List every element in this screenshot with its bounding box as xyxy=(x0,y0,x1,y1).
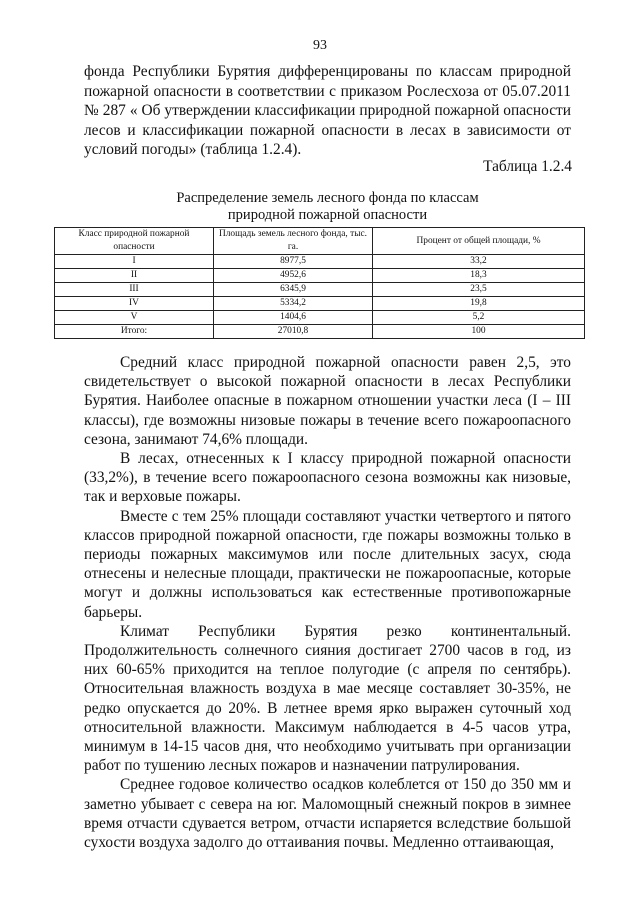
table-caption-line1: Распределение земель лесного фонда по классам xyxy=(176,190,479,206)
cell-class: IV xyxy=(55,297,214,311)
table-row xyxy=(55,297,585,311)
table-total-row xyxy=(55,325,585,339)
cell-percent: 5,2 xyxy=(373,311,585,325)
table-caption xyxy=(84,190,571,224)
table-caption-line2: природной пожарной опасности xyxy=(227,207,428,223)
page-number: 93 xyxy=(313,38,327,53)
paragraph-climate: Климат Республики Бурятия резко континентальный. Продолжительность солнечного сияния достигает 2700 часов в год, из них 60-65% приходится на теплое полугодие (с апреля по сентябрь). Относительная влажность воздуха в мае месяце составляет 30-35%, не редко опускается до 20%. В летнее время ярко выражен суточный ход относительной влажности. Максимум наблюдается в 4-5 часов утра, минимум в 14-15 часов дня, что необходимо учитывать при организации работ по тушению лесных пожаров и назначении патрулирования. xyxy=(84,622,571,775)
cell-percent: 18,3 xyxy=(373,269,585,283)
cell-class: I xyxy=(55,255,214,269)
cell-percent: 19,8 xyxy=(373,297,585,311)
header-percent: Процент от общей площади, % xyxy=(373,228,585,255)
cell-class: V xyxy=(55,311,214,325)
cell-area: 1404,6 xyxy=(214,311,373,325)
cell-area: 8977,5 xyxy=(214,255,373,269)
table-row xyxy=(55,255,585,269)
fire-danger-table xyxy=(54,227,585,339)
intro-text xyxy=(84,62,571,160)
table-header-row xyxy=(55,228,585,255)
paragraph-precipitation: Среднее годовое количество осадков колеблется от 150 до 350 мм и заметно убывает с севера на юг. Маломощный снежный покров в зимнее время отчасти сдувается ветром, отчасти испаряется вследствие большой сухости воздуха задолго до оттаивания почвы. Медленно оттаивающая, xyxy=(84,776,571,852)
intro-paragraph: фонда Республики Бурятия дифференцированы по классам природной пожарной опасности в соответствии с приказом Рослесхоза от 05.07.2011 № 287 « Об утверждении классификации природной пожарной опасности лесов и классификации пожарной опасности в лесах в зависимости от условий погоды» (таблица 1.2.4). xyxy=(84,63,571,159)
cell-class: III xyxy=(55,283,214,297)
cell-area: 6345,9 xyxy=(214,283,373,297)
table-row xyxy=(55,283,585,297)
paragraph-class-one: В лесах, отнесенных к I классу природной пожарной опасности (33,2%), в течение всего пожароопасного сезона возможны как низовые, так и верховые пожары. xyxy=(84,450,571,506)
cell-area: 4952,6 xyxy=(214,269,373,283)
table-label: Таблица 1.2.4 xyxy=(483,158,572,175)
cell-class: II xyxy=(55,269,214,283)
paragraph-low-danger: Вместе с тем 25% площади составляют участки четвертого и пятого классов природной пожарной опасности, где пожары возможны только в периоды пожарных максимумов или после длительных засух, сюда отнесены и нелесные площади, практически не пожароопасные, которые могут и должны использоваться как естественные противопожарные барьеры. xyxy=(84,507,571,621)
main-text xyxy=(84,353,571,852)
table-row xyxy=(55,311,585,325)
header-area: Площадь земель лесного фонда, тыс. га. xyxy=(214,228,373,255)
cell-total-label: Итого: xyxy=(55,325,214,339)
header-class: Класс природной пожарной опасности xyxy=(55,228,214,255)
paragraph-average-class: Средний класс природной пожарной опасности равен 2,5, это свидетельствует о высокой пожарной опасности в лесах Республики Бурятия. Наиболее опасные в пожарном отношении участки леса (I – III классы), где возможны низовые пожары в течение всего пожароопасного сезона, занимают 74,6% площади. xyxy=(84,354,571,448)
cell-area: 5334,2 xyxy=(214,297,373,311)
cell-percent: 23,5 xyxy=(373,283,585,297)
cell-total-area: 27010,8 xyxy=(214,325,373,339)
cell-percent: 33,2 xyxy=(373,255,585,269)
table-row xyxy=(55,269,585,283)
cell-total-percent: 100 xyxy=(373,325,585,339)
